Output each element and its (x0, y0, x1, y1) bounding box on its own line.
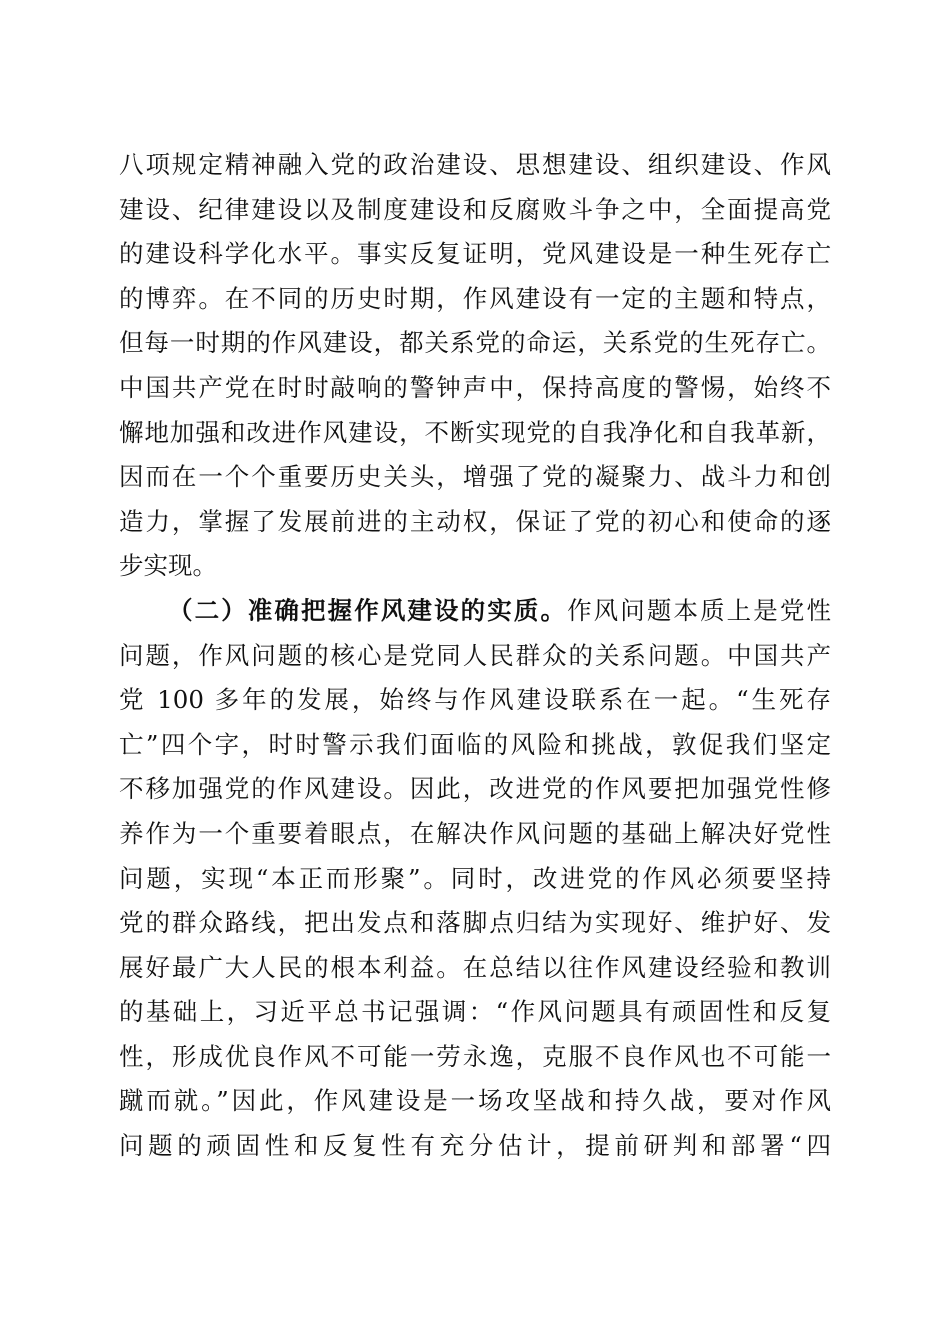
paragraph-1 (119, 143, 831, 589)
text-line: 党 100 多年的发展，始终与作风建设联系在一起。“生死存 (119, 685, 831, 715)
paragraph-2 (119, 589, 831, 1169)
text-line: 不移加强党的作风建设。因此，改进党的作风要把加强党性修 (119, 774, 831, 804)
text-line: 懈地加强和改进作风建设，不断实现党的自我净化和自我革新， (119, 417, 831, 447)
text-line: 蹴而就。”因此，作风建设是一场攻坚战和持久战，要对作风 (119, 1086, 831, 1116)
text-line: 中国共产党在时时敲响的警钟声中，保持高度的警惕，始终不 (119, 372, 831, 402)
text-line: 性，形成优良作风不可能一劳永逸，克服不良作风也不可能一 (119, 1041, 831, 1071)
text-line: 问题，作风问题的核心是党同人民群众的关系问题。中国共产 (119, 640, 831, 670)
text-line: 养作为一个重要着眼点，在解决作风问题的基础上解决好党性 (119, 818, 831, 848)
body-text (119, 143, 831, 1169)
text-line-first (119, 589, 831, 634)
text-line: 但每一时期的作风建设，都关系党的命运，关系党的生死存亡。 (119, 328, 831, 358)
text-line: 问题的顽固性和反复性有充分估计，提前研判和部署“四 (119, 1131, 831, 1161)
text-line: 因而在一个个重要历史关头，增强了党的凝聚力、战斗力和创 (119, 462, 831, 492)
text-line: 党的群众路线，把出发点和落脚点归结为实现好、维护好、发 (119, 908, 831, 938)
text-line: 步实现。 (119, 551, 217, 581)
section-heading: （二）准确把握作风建设的实质。 (168, 595, 568, 625)
text-line: 的建设科学化水平。事实反复证明，党风建设是一种生死存亡 (119, 239, 831, 269)
text-run: 作风问题本质上是党性 (567, 595, 831, 625)
text-line: 造力，掌握了发展前进的主动权，保证了党的初心和使命的逐 (119, 506, 831, 536)
text-line: 展好最广大人民的根本利益。在总结以往作风建设经验和教训 (119, 952, 831, 982)
text-line: 建设、纪律建设以及制度建设和反腐败斗争之中，全面提高党 (119, 194, 831, 224)
text-line: 的博弈。在不同的历史时期，作风建设有一定的主题和特点， (119, 283, 831, 313)
text-line: 问题，实现“本正而形聚”。同时，改进党的作风必须要坚持 (119, 863, 831, 893)
text-line: 八项规定精神融入党的政治建设、思想建设、组织建设、作风 (119, 150, 831, 179)
text-line: 亡”四个字，时时警示我们面临的风险和挑战，敦促我们坚定 (119, 729, 831, 759)
text-line: 的基础上，习近平总书记强调：“作风问题具有顽固性和反复 (119, 997, 831, 1027)
